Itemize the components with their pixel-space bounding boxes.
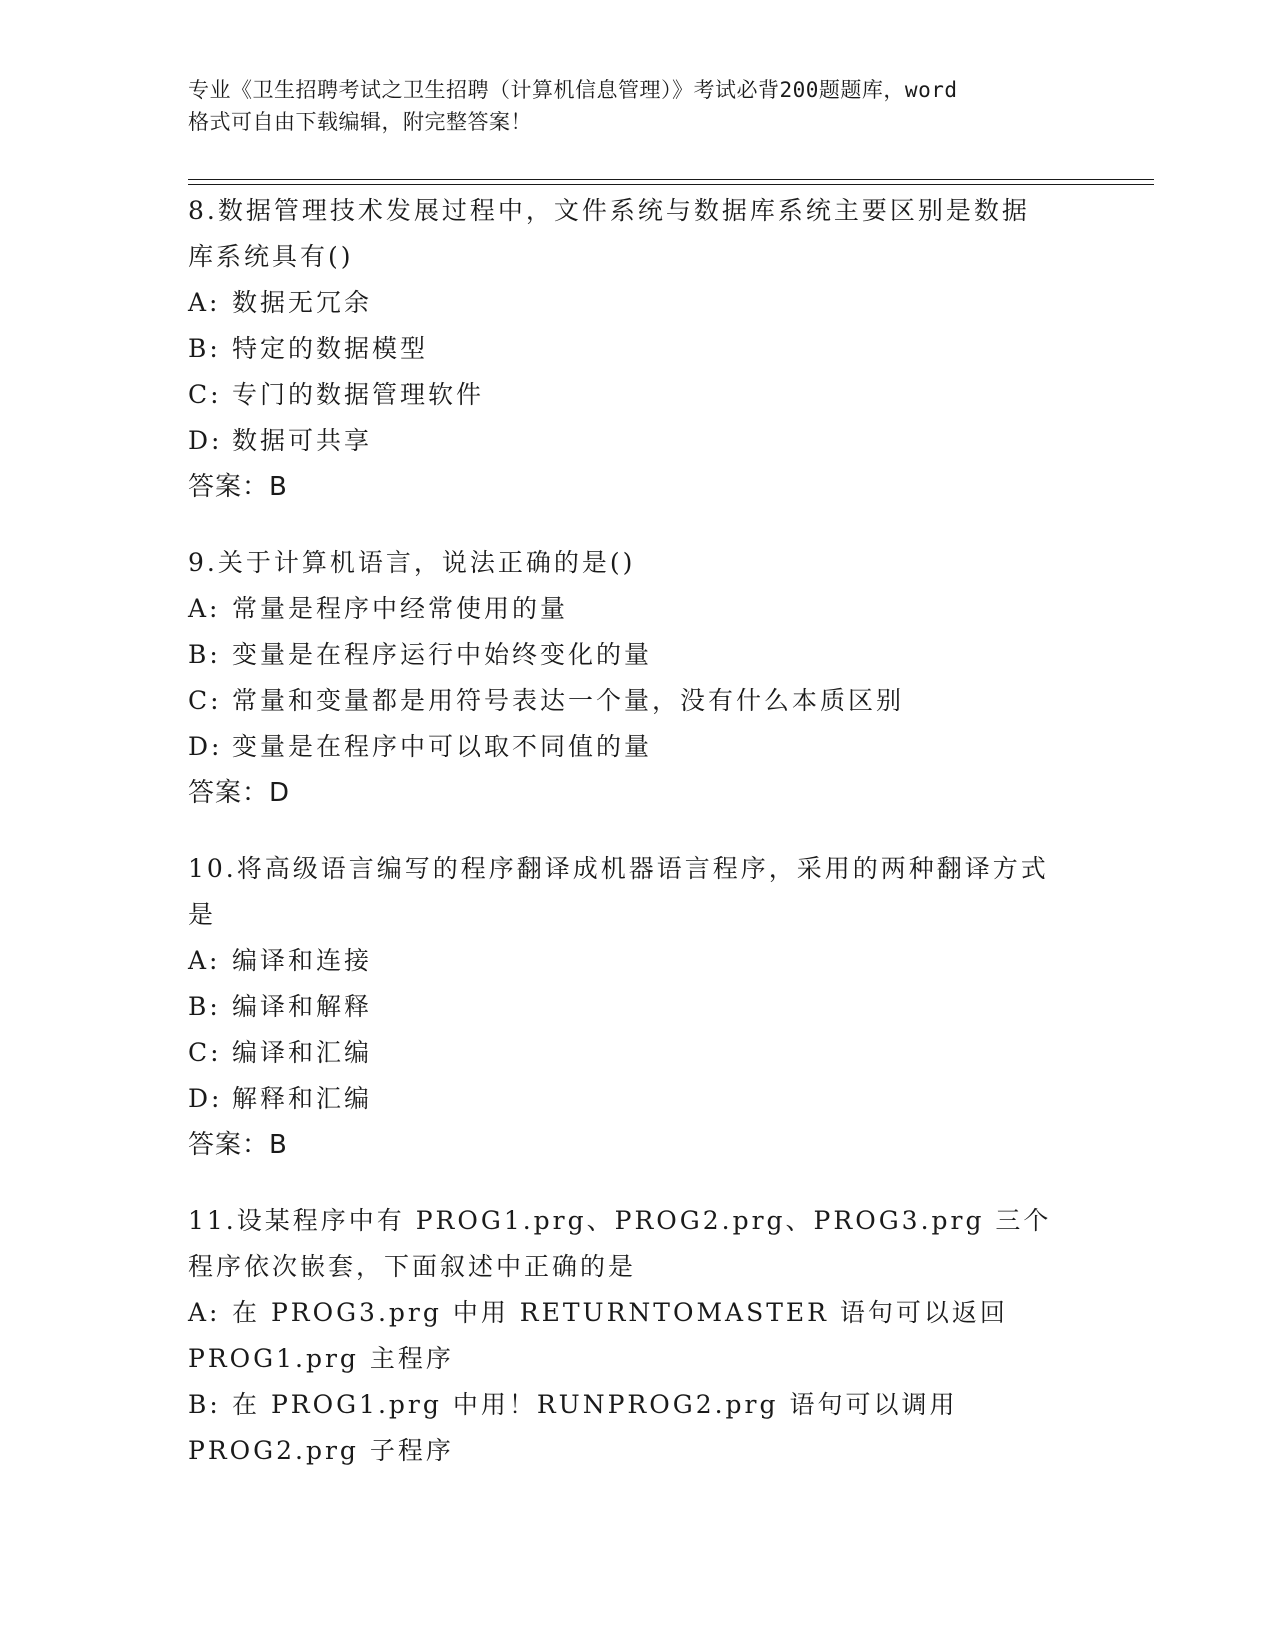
answer-label: 答案：B	[188, 472, 288, 502]
option-letter: B:	[188, 334, 221, 363]
option-b	[188, 984, 1088, 1030]
option-letter: B:	[188, 992, 221, 1021]
option-text: 解释和汇编	[232, 1084, 373, 1113]
question-item	[188, 1198, 1088, 1474]
question-item	[188, 540, 1088, 816]
header-divider-top	[188, 179, 1154, 180]
option-text: 变量是在程序中可以取不同值的量	[232, 732, 653, 761]
option-letter: D:	[188, 732, 223, 761]
option-a	[188, 280, 1088, 326]
option-a	[188, 938, 1088, 984]
option-a	[188, 1290, 1068, 1382]
question-stem: 8.数据管理技术发展过程中，文件系统与数据库系统主要区别是数据库系统具有()	[188, 196, 1030, 271]
option-b	[188, 326, 1088, 372]
option-text: 数据可共享	[232, 426, 373, 455]
option-letter: D:	[188, 426, 223, 455]
option-text: 常量是程序中经常使用的量	[232, 594, 569, 623]
document-header	[188, 74, 1088, 138]
question-list	[188, 188, 1088, 1504]
question-stem: 11.设某程序中有 PROG1.prg、PROG2.prg、PROG3.prg 三个程序依次嵌套，下面叙述中正确的是	[188, 1206, 1052, 1281]
option-text: 变量是在程序运行中始终变化的量	[232, 640, 653, 669]
option-text: 在 PROG1.prg 中用！RUNPROG2.prg 语句可以调用 PROG2.prg 子程序	[188, 1390, 969, 1465]
question-item	[188, 188, 1088, 510]
option-text: 编译和汇编	[232, 1038, 373, 1067]
option-d	[188, 418, 1088, 464]
option-d	[188, 724, 1088, 770]
option-text: 特定的数据模型	[232, 334, 429, 363]
option-text: 编译和连接	[232, 946, 373, 975]
option-text: 专门的数据管理软件	[232, 380, 485, 409]
option-text: 数据无冗余	[232, 288, 373, 317]
question-stem: 9.关于计算机语言，说法正确的是()	[188, 548, 636, 577]
option-letter: C:	[188, 1038, 222, 1067]
option-text: 在 PROG3.prg 中用 RETURNTOMASTER 语句可以返回 PROG1.prg 主程序	[188, 1298, 1019, 1373]
option-d	[188, 1076, 1088, 1122]
option-letter: B:	[188, 640, 221, 669]
option-c	[188, 1030, 1088, 1076]
header-line-1: 专业《卫生招聘考试之卫生招聘（计算机信息管理）》考试必背200题题库，word	[188, 78, 958, 102]
question-item	[188, 846, 1088, 1168]
option-c	[188, 372, 1088, 418]
answer-label: 答案：D	[188, 778, 291, 808]
option-letter: B:	[188, 1390, 221, 1419]
header-divider-bottom	[188, 184, 1154, 185]
option-letter: C:	[188, 380, 222, 409]
option-letter: D:	[188, 1084, 223, 1113]
header-line-2: 格式可自由下载编辑，附完整答案！	[188, 110, 532, 134]
option-text: 常量和变量都是用符号表达一个量，没有什么本质区别	[232, 686, 905, 715]
question-stem: 10.将高级语言编写的程序翻译成机器语言程序，采用的两种翻译方式是	[188, 854, 1049, 929]
answer-label: 答案：B	[188, 1130, 288, 1160]
option-text: 编译和解释	[232, 992, 373, 1021]
option-letter: A:	[188, 1298, 221, 1327]
option-c	[188, 678, 1088, 724]
option-letter: A:	[188, 946, 221, 975]
option-b	[188, 1382, 1088, 1474]
option-letter: C:	[188, 686, 222, 715]
option-a	[188, 586, 1088, 632]
option-letter: A:	[188, 594, 221, 623]
option-b	[188, 632, 1088, 678]
option-letter: A:	[188, 288, 221, 317]
